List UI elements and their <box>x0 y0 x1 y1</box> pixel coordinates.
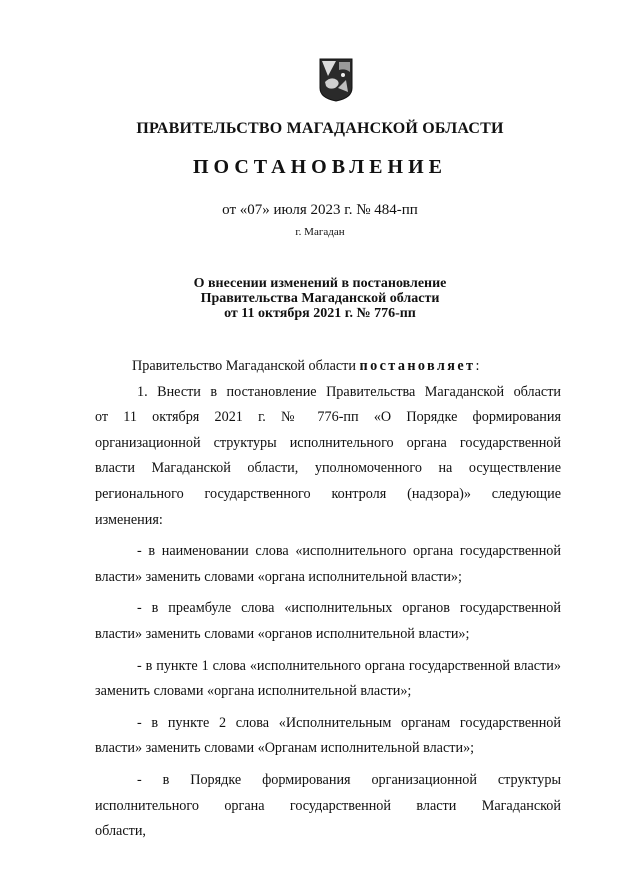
subject-line: О внесении изменений в постановление <box>193 276 447 291</box>
intro-verb: постановляет <box>359 358 476 374</box>
paragraph-1: 1. Внести в постановление Правительства Магаданской области от 11 октября 2021 г. № 776-пп «О Порядке формирования организационной структуры исполнительного органа государственной власти Магаданской области, уполномоченного на осуществление регионального государственного контроля (надзора)» следующие изменения: <box>95 383 561 528</box>
document-type: ПОСТАНОВЛЕНИЕ <box>193 156 447 178</box>
list-item: - в пункте 2 слова «Исполнительным органам государственной власти» заменить словами «Органам исполнительной власти»; <box>95 714 561 757</box>
intro-prefix: Правительство Магаданской области <box>132 358 360 374</box>
subject-line: от 11 октября 2021 г. № 776-пп <box>224 306 416 321</box>
subject-line: Правительства Магаданской области <box>200 291 440 306</box>
list-item: - в Порядке формирования организационной структуры исполнительного органа государственной власти Магаданской области, <box>95 771 561 840</box>
intro-suffix: : <box>475 358 480 374</box>
document-city: г. Магадан <box>295 226 345 238</box>
list-item: - в наименовании слова «исполнительного органа государственной власти» заменить словами «органа исполнительной власти»; <box>95 543 561 585</box>
intro-paragraph <box>95 354 561 380</box>
document-body <box>95 354 561 845</box>
government-title: ПРАВИТЕЛЬСТВО МАГАДАНСКОЙ ОБЛАСТИ <box>136 120 504 137</box>
coat-of-arms-icon <box>319 58 353 102</box>
document-date-number: от «07» июля 2023 г. № 484-пп <box>222 202 418 218</box>
document-subject <box>0 276 640 321</box>
list-item: - в пункте 1 слова «исполнительного органа государственной власти» заменить словами «органа исполнительной власти»; <box>95 657 561 700</box>
list-item: - в преамбуле слова «исполнительных органов государственной власти» заменить словами «органов исполнительной власти»; <box>95 600 561 642</box>
